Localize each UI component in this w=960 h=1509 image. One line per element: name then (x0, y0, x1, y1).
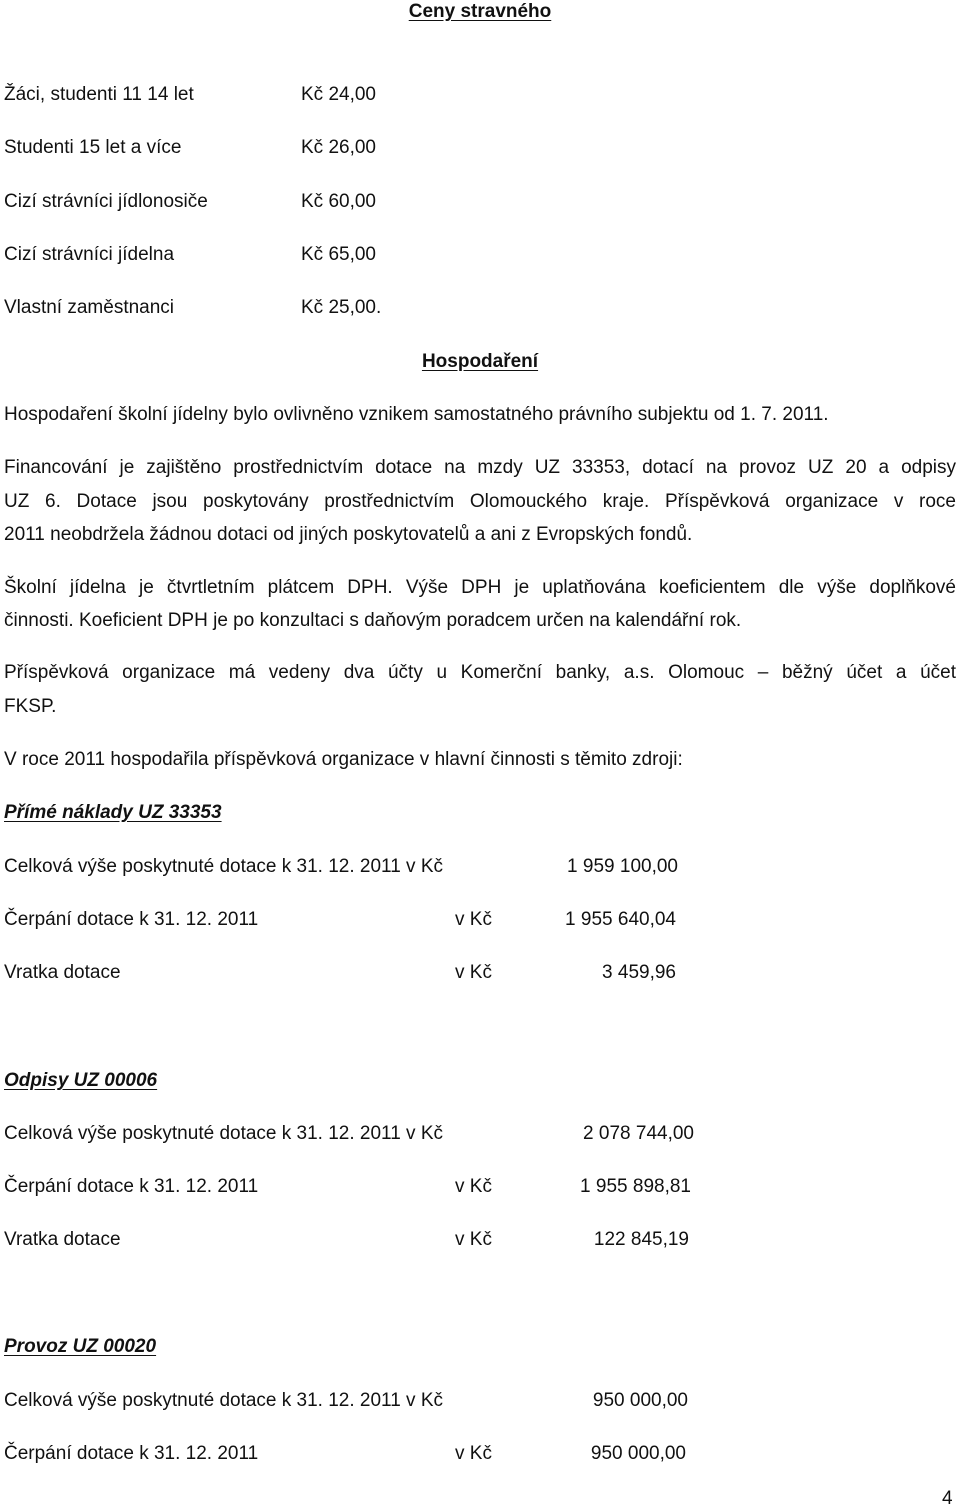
subsection-heading: Provoz UZ 00020 (4, 1336, 157, 1357)
paragraph-line: V roce 2011 hospodařila příspěvková organizace v hlavní činnosti s těmito zdroji: (4, 749, 683, 770)
row-label: Celková výše poskytnuté dotace k 31. 12. 2011 v Kč (4, 1390, 444, 1411)
price-value: Kč 26,00 (301, 137, 376, 158)
paragraph-line: FKSP. (4, 696, 57, 717)
row-value: 1 955 640,04 (565, 909, 676, 930)
price-value: Kč 25,00. (301, 297, 382, 318)
price-label: Studenti 15 let a více (4, 137, 182, 158)
row-currency: v Kč (455, 1229, 492, 1250)
row-value: 950 000,00 (592, 1390, 688, 1411)
price-label: Cizí strávníci jídlonosiče (4, 191, 208, 212)
subsection-heading: Přímé náklady UZ 33353 (4, 802, 222, 823)
row-currency: v Kč (455, 1443, 492, 1464)
price-label: Žáci, studenti 11 14 let (4, 84, 194, 105)
page-title: Ceny stravného (408, 1, 552, 22)
row-label: Čerpání dotace k 31. 12. 2011 (4, 1176, 259, 1197)
price-label: Vlastní zaměstnanci (4, 297, 175, 318)
row-label: Vratka dotace (4, 1229, 121, 1250)
paragraph-line: Příspěvková organizace má vedeny dva účty u Komerční banky, a.s. Olomouc – běžný účet a účet (4, 662, 956, 683)
row-value: 2 078 744,00 (583, 1123, 694, 1144)
row-currency: v Kč (455, 1176, 492, 1197)
row-label: Celková výše poskytnuté dotace k 31. 12. 2011 v Kč (4, 856, 444, 877)
row-value: 3 459,96 (602, 962, 676, 983)
section-heading-hospodareni: Hospodaření (421, 351, 539, 372)
row-value: 1 955 898,81 (580, 1176, 691, 1197)
subsection-heading: Odpisy UZ 00006 (4, 1070, 158, 1091)
row-value: 1 959 100,00 (567, 856, 678, 877)
row-currency: v Kč (455, 962, 492, 983)
paragraph-line: Financování je zajištěno prostřednictvím dotace na mzdy UZ 33353, dotací na provoz UZ 20 a odpisy (4, 457, 956, 478)
price-value: Kč 65,00 (301, 244, 376, 265)
price-label: Cizí strávníci jídelna (4, 244, 175, 265)
paragraph-line: Hospodaření školní jídelny bylo ovlivněno vznikem samostatného právního subjektu od 1. 7. 2011. (4, 404, 829, 425)
row-label: Čerpání dotace k 31. 12. 2011 (4, 909, 259, 930)
paragraph-line: Školní jídelna je čtvrtletním plátcem DPH. Výše DPH je uplatňována koeficientem dle výše doplňkové (4, 577, 956, 598)
paragraph-line: UZ 6. Dotace jsou poskytovány prostřednictvím Olomouckého kraje. Příspěvková organizace v roce (4, 491, 956, 512)
row-label: Celková výše poskytnuté dotace k 31. 12. 2011 v Kč (4, 1123, 444, 1144)
row-currency: v Kč (455, 909, 492, 930)
page-number: 4 (942, 1488, 953, 1509)
row-value: 950 000,00 (590, 1443, 686, 1464)
row-label: Čerpání dotace k 31. 12. 2011 (4, 1443, 259, 1464)
price-value: Kč 60,00 (301, 191, 376, 212)
paragraph-line: činnosti. Koeficient DPH je po konzultaci s daňovým poradcem určen na kalendářní rok. (4, 610, 742, 631)
row-value: 122 845,19 (593, 1229, 689, 1250)
paragraph-line: 2011 neobdržela žádnou dotaci od jiných poskytovatelů a ani z Evropských fondů. (4, 524, 693, 545)
price-value: Kč 24,00 (301, 84, 376, 105)
row-label: Vratka dotace (4, 962, 121, 983)
